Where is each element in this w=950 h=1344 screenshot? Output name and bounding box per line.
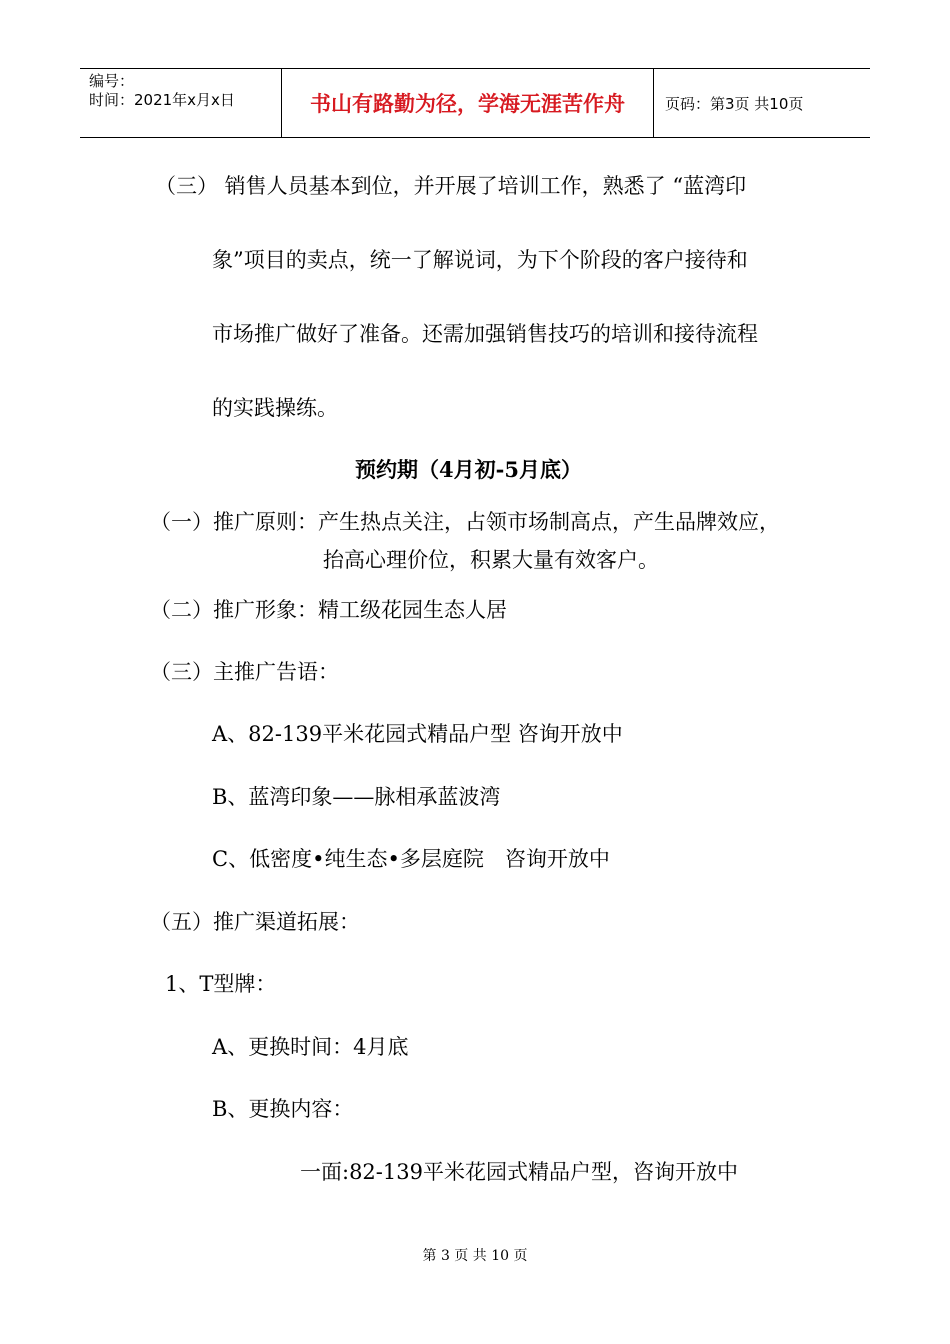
slogan-b: B、蓝湾印象——脉相承蓝波湾 bbox=[212, 785, 501, 809]
page-footer: 第 3 页 共 10 页 bbox=[422, 1248, 528, 1264]
item-3: （三）主推广告语： bbox=[150, 660, 339, 684]
item-1-line-2: 抬高心理价位，积累大量有效客户。 bbox=[323, 548, 659, 572]
section-title: 预约期（4月初-5月底） bbox=[355, 457, 582, 482]
header-slogan: 书山有路勤为径，学海无涯苦作舟 bbox=[282, 69, 654, 137]
sub-item-1-b-content: 一面:82-139平米花园式精品户型，咨询开放中 bbox=[300, 1160, 738, 1184]
slogan-a: A、82-139平米花园式精品户型 咨询开放中 bbox=[212, 722, 623, 746]
paragraph-3-line-1: （三） 销售人员基本到位，并开展了培训工作，熟悉了 “蓝湾印 bbox=[155, 174, 747, 198]
slogan-c: C、低密度•纯生态•多层庭院 咨询开放中 bbox=[212, 847, 610, 871]
header-meta bbox=[80, 69, 282, 137]
sub-item-1-a: A、更换时间：4月底 bbox=[212, 1035, 409, 1059]
item-2: （二）推广形象：精工级花园生态人居 bbox=[150, 598, 507, 622]
sub-item-1-b: B、更换内容： bbox=[212, 1097, 354, 1121]
item-1-line-1: （一）推广原则：产生热点关注，占领市场制高点，产生品牌效应， bbox=[150, 510, 780, 534]
doc-time-label: 时间：2021年x月x日 bbox=[89, 91, 235, 109]
header-page-info: 页码：第3页 共10页 bbox=[665, 94, 804, 113]
sub-item-1: 1、T型牌： bbox=[165, 972, 277, 996]
paragraph-3-line-3: 市场推广做好了准备。还需加强销售技巧的培训和接待流程 bbox=[212, 322, 758, 346]
item-5: （五）推广渠道拓展： bbox=[150, 910, 360, 934]
page-header bbox=[80, 68, 870, 138]
paragraph-3-line-4: 的实践操练。 bbox=[212, 396, 338, 420]
paragraph-3-line-2: 象”项目的卖点，统一了解说词，为下个阶段的客户接待和 bbox=[212, 248, 748, 272]
doc-code-label: 编号： bbox=[89, 72, 135, 90]
